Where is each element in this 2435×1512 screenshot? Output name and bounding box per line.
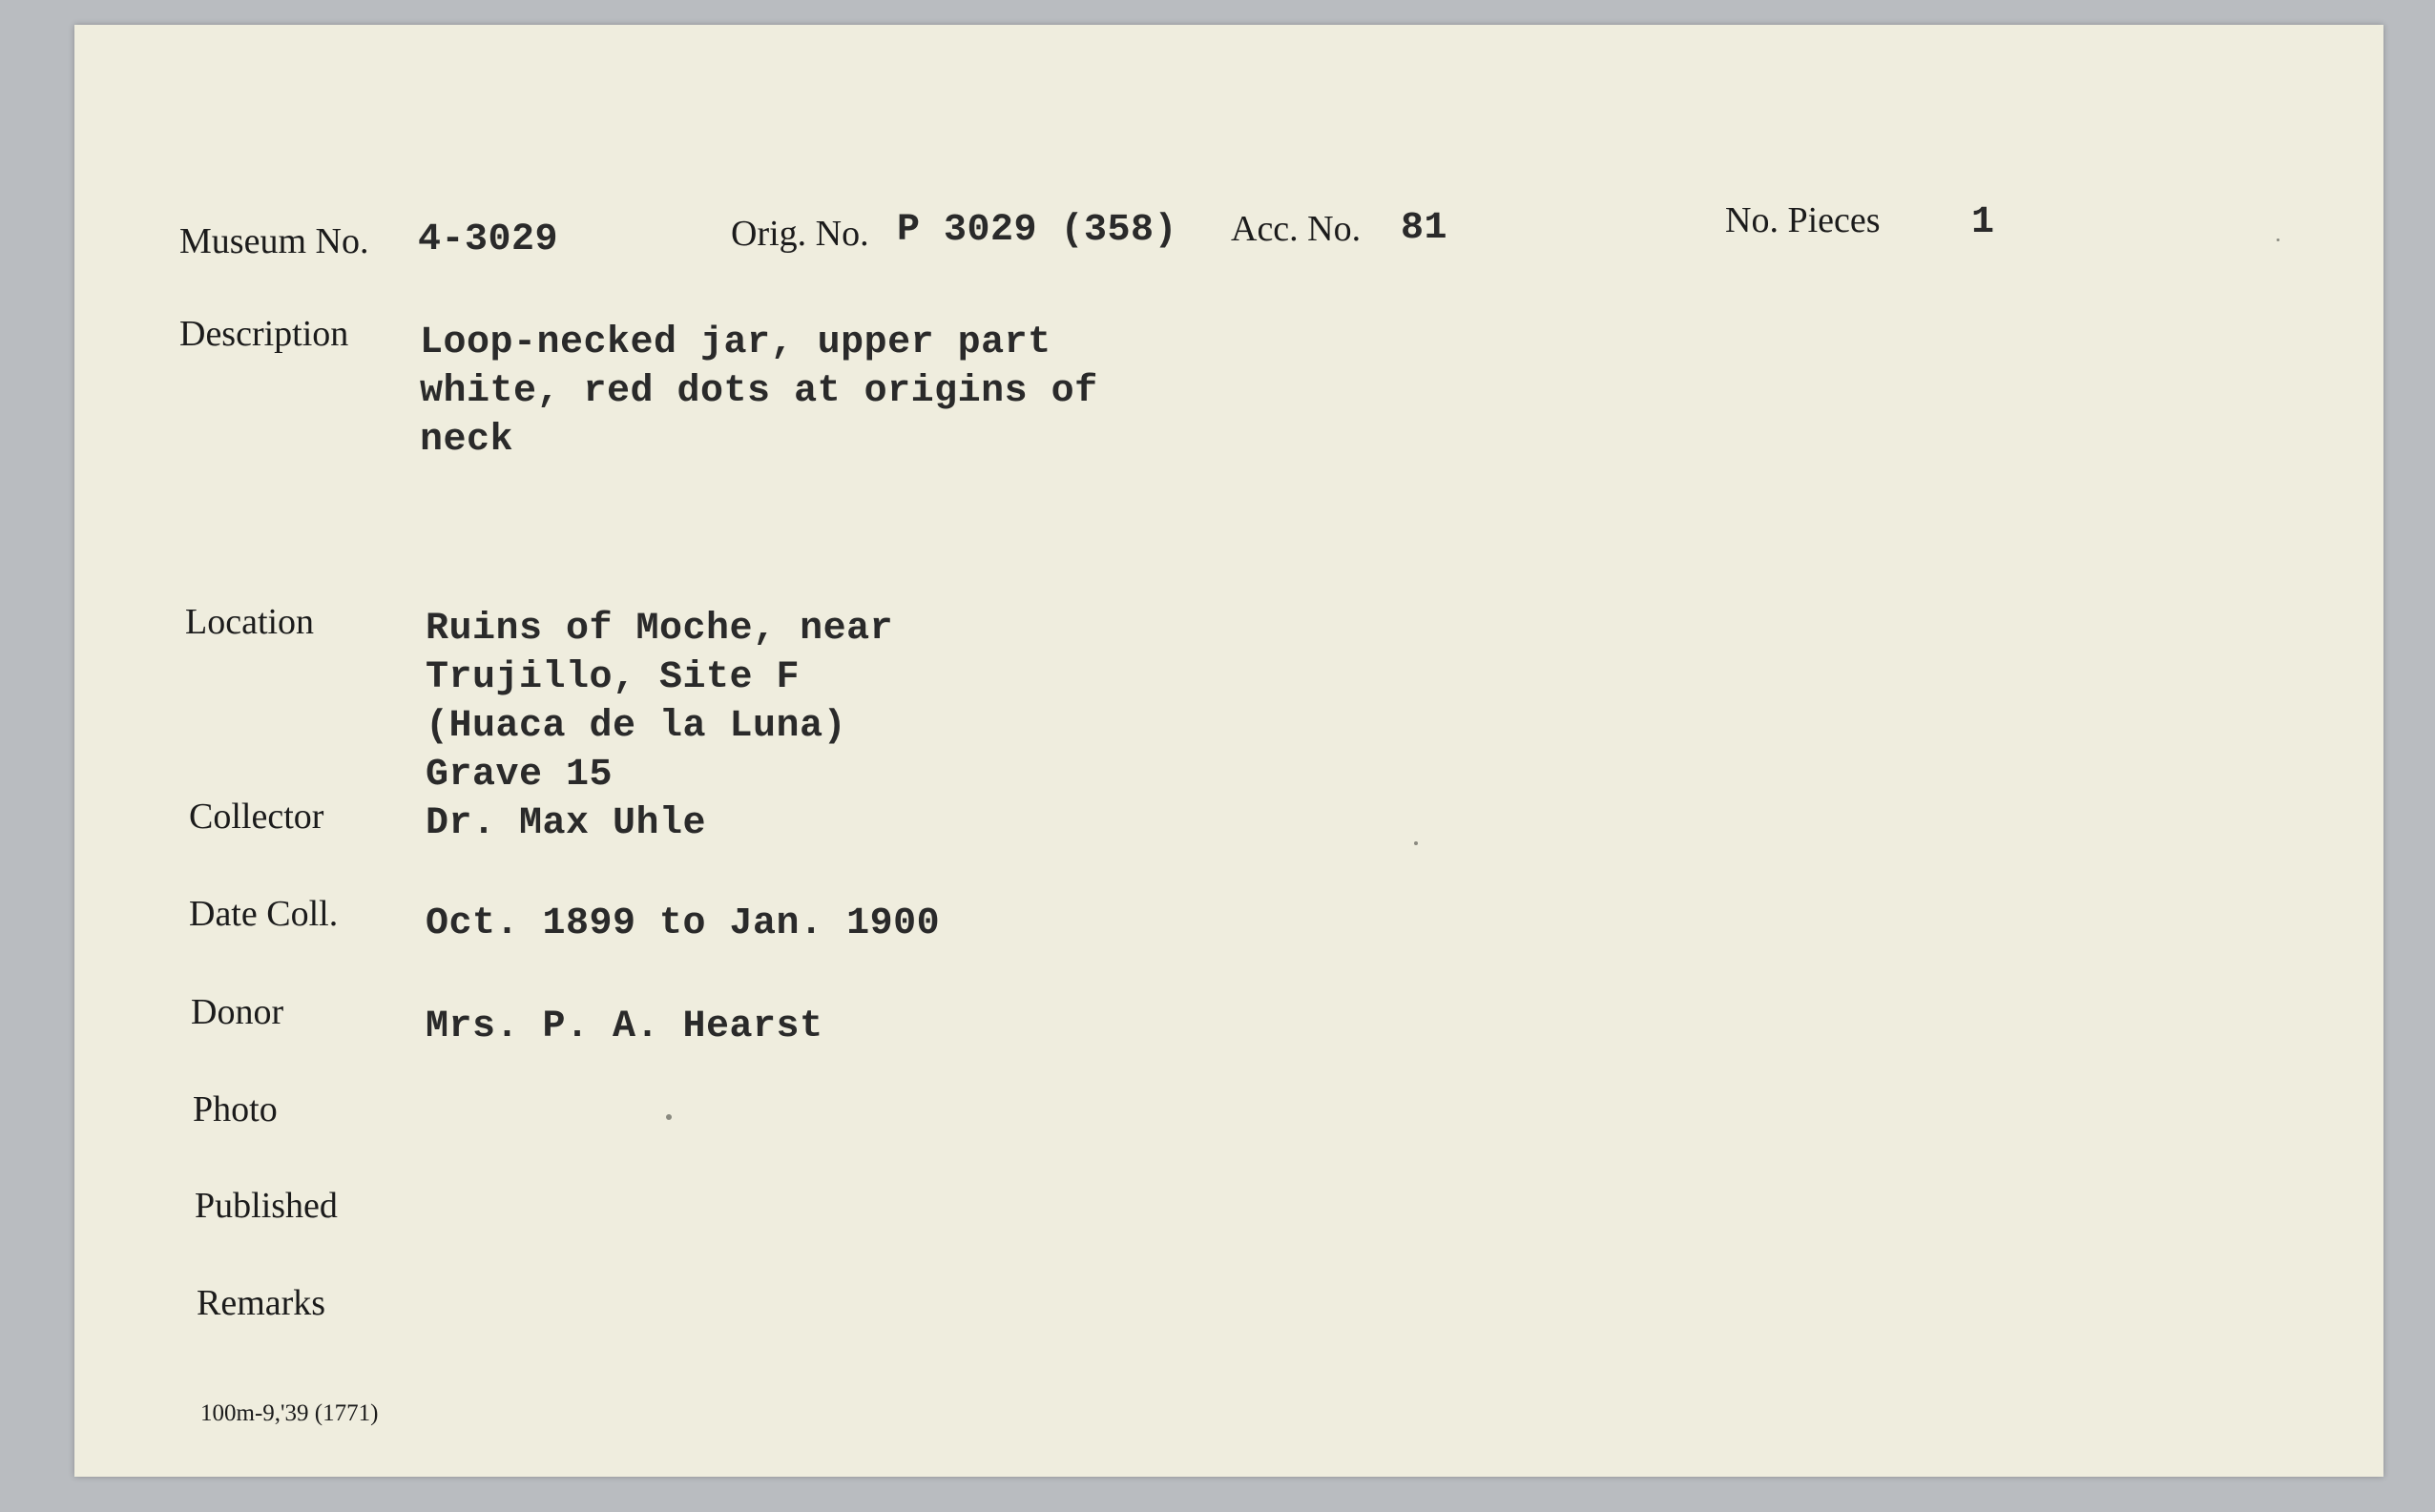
- photo-label: Photo: [193, 1089, 278, 1129]
- form-code: 100m-9,'39 (1771): [200, 1400, 379, 1426]
- description-label: Description: [179, 314, 349, 354]
- acc-no-value: 81: [1401, 207, 1448, 250]
- orig-no-value: P 3029 (358): [897, 209, 1178, 252]
- collector-value: Dr. Max Uhle: [426, 802, 707, 845]
- paper-speck: [2277, 238, 2279, 241]
- location-value: [426, 605, 893, 799]
- paper-speck: [1414, 841, 1418, 845]
- orig-no-label: Orig. No.: [731, 214, 869, 254]
- collector-label: Collector: [189, 797, 324, 837]
- date-coll-value: Oct. 1899 to Jan. 1900: [426, 902, 941, 945]
- location-line: Trujillo, Site F: [426, 656, 801, 699]
- paper-speck: [666, 1114, 672, 1120]
- remarks-label: Remarks: [197, 1283, 326, 1323]
- description-line: neck: [420, 419, 514, 462]
- acc-no-label: Acc. No.: [1231, 209, 1362, 249]
- description-line: Loop-necked jar, upper part: [420, 321, 1051, 364]
- location-label: Location: [185, 602, 315, 642]
- donor-value: Mrs. P. A. Hearst: [426, 1005, 823, 1048]
- location-line: Grave 15: [426, 754, 614, 797]
- description-line: white, red dots at origins of: [420, 370, 1098, 413]
- location-line: Ruins of Moche, near: [426, 608, 894, 651]
- museum-no-label: Museum No.: [179, 221, 369, 261]
- donor-label: Donor: [191, 992, 284, 1032]
- description-value: [420, 319, 1098, 465]
- no-pieces-value: 1: [1971, 201, 1995, 244]
- location-line: (Huaca de la Luna): [426, 705, 847, 748]
- catalog-card: [74, 25, 2383, 1477]
- date-coll-label: Date Coll.: [189, 894, 339, 934]
- museum-no-value: 4-3029: [418, 218, 559, 261]
- published-label: Published: [195, 1186, 338, 1226]
- no-pieces-label: No. Pieces: [1725, 200, 1881, 240]
